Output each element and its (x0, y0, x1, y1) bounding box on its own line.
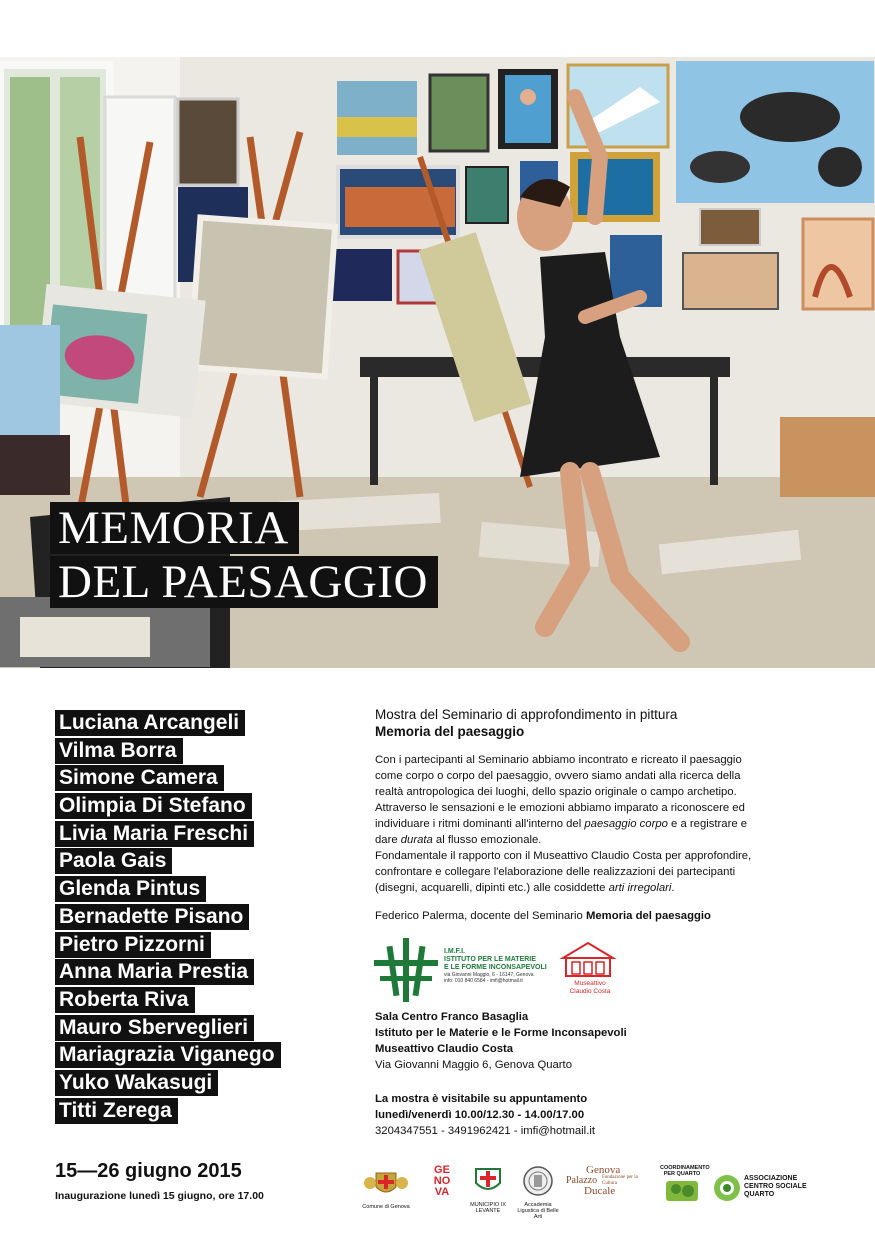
artist-name: Vilma Borra (55, 738, 183, 764)
coordinamento-text: PER QUARTO (663, 1171, 701, 1177)
visit-info (375, 1091, 595, 1139)
imfi-line: I.M.F.I. (444, 948, 465, 955)
imfi-logo-mark (372, 936, 442, 1004)
palazzo-text: Fondazione per la Cultura (602, 1175, 638, 1186)
signature-text: Federico Palerma, docente del Seminario (375, 910, 586, 922)
municipio-label: MUNICIPIO IX LEVANTE (470, 1202, 506, 1214)
artist-name: Olimpia Di Stefano (55, 793, 252, 819)
paragraph-2 (375, 802, 747, 846)
artist-name: Bernadette Pisano (55, 904, 249, 930)
contact-info: 3204347551 - 3491962421 - imfi@hotmail.it (375, 1125, 595, 1137)
circle-logo-icon (712, 1173, 742, 1203)
paragraph-2-emphasis: paesaggio corpo (584, 818, 668, 830)
accademia-label: Accademia Ligustica di Belle Arti (517, 1202, 559, 1220)
artist-name: Simone Camera (55, 765, 224, 791)
imfi-line: via Giovanni Maggio, 6 - 16147, Genova (444, 972, 534, 978)
artist-name: Livia Maria Freschi (55, 821, 254, 847)
imfi-line: E LE FORME INCONSAPEVOLI (444, 964, 547, 971)
palazzo-text: Ducale (584, 1185, 616, 1197)
paragraph-2-text: Attraverso le sensazioni e le emozioni abbiamo imparato a riconoscere ed individuare i ritmi dominanti all'interno del (375, 802, 745, 830)
palazzo-text: Genova (586, 1164, 621, 1176)
paragraph-3-emphasis: arti irregolari (608, 882, 672, 894)
associazione-line: CENTRO SOCIALE (744, 1183, 807, 1190)
opening-hours: lunedì/venerdì 10.00/12.30 - 14.00/17.00 (375, 1109, 585, 1121)
imfi-logo-text (444, 948, 564, 984)
imfi-line: info: 010 840 6584 - imfi@hotmail.it (444, 978, 523, 984)
paragraph-3-text: Fondamentale il rapporto con il Museattivo Claudio Costa per approfondire, confrontare e collegare l'elaborazione delle realizzazioni dei partecipanti (disegni, acquarelli, dipinti etc.) alle cosiddette (375, 850, 752, 894)
venue-line: Museattivo Claudio Costa (375, 1043, 514, 1055)
signature (375, 908, 755, 924)
museattivo-logo-text (562, 980, 618, 995)
crest-icon (360, 1165, 412, 1199)
genova-text: GE (434, 1164, 450, 1176)
accademia-logo (516, 1165, 560, 1220)
exhibition-dates: 15—26 giugno 2015 (55, 1160, 242, 1182)
museattivo-line: Museattivo (574, 980, 606, 987)
artist-name: Mariagrazia Viganego (55, 1042, 281, 1068)
palazzo-ducale-logo (566, 1164, 642, 1197)
tree-icon (660, 1177, 704, 1203)
associazione-line: ASSOCIAZIONE (744, 1175, 798, 1182)
artist-name: Paola Gais (55, 848, 172, 874)
genova-text: VA (434, 1186, 450, 1198)
seminar-heading-line-1: Mostra del Seminario di approfondimento in pittura (375, 707, 678, 722)
exhibition-title-line-1: MEMORIA (50, 502, 299, 554)
seminar-body (375, 752, 755, 896)
coordinamento-text: COORDINAMENTO (660, 1165, 710, 1171)
visit-line: La mostra è visitabile su appuntamento (375, 1093, 588, 1105)
genova-logo (420, 1165, 464, 1198)
artist-name: Anna Maria Prestia (55, 959, 254, 985)
artist-name: Glenda Pintus (55, 876, 206, 902)
coordinamento-logo (660, 1165, 710, 1208)
sponsor-logos (360, 1164, 860, 1220)
artist-name: Yuko Wakasugi (55, 1070, 218, 1096)
venue-info (375, 1009, 627, 1073)
artist-name: Roberta Riva (55, 987, 195, 1013)
organizer-logos (372, 936, 652, 1006)
seminar-description (375, 706, 755, 924)
seal-icon (516, 1165, 560, 1197)
palazzo-text: Palazzo (566, 1175, 598, 1186)
paragraph-3-text: . (671, 882, 675, 894)
artist-name: Titti Zerega (55, 1098, 178, 1124)
artist-name: Luciana Arcangeli (55, 710, 245, 736)
venue-line: Sala Centro Franco Basaglia (375, 1011, 529, 1023)
exhibition-title-line-2: DEL PAESAGGIO (50, 556, 438, 608)
paragraph-3 (375, 850, 751, 894)
municipio-logo (470, 1165, 506, 1214)
comune-label: Comune di Genova (362, 1204, 410, 1210)
associazione-line: QUARTO (744, 1191, 775, 1198)
venue-line: Istituto per le Materie e le Forme Inconsapevoli (375, 1027, 627, 1039)
paragraph-1: Con i partecipanti al Seminario abbiamo incontrato e ricreato il paesaggio come corpo o corpo del paesaggio, ovvero siamo andati alla ricerca della realtà antropologica dei luoghi, dello spazio originale o campo archetipo. (375, 754, 742, 798)
genova-text: NO (433, 1175, 451, 1187)
associazione-text (744, 1175, 807, 1199)
comune-genova-logo (360, 1165, 412, 1210)
seminar-heading (375, 706, 755, 740)
artist-name: Pietro Pizzorni (55, 932, 211, 958)
inauguration-info: Inaugurazione lunedì 15 giugno, ore 17.00 (55, 1190, 264, 1202)
paragraph-2-text: al flusso emozionale. (432, 834, 542, 846)
paragraph-2-emphasis: durata (400, 834, 433, 846)
paragraph-2-text: e a registrare e dare (375, 818, 748, 846)
shield-icon (470, 1165, 506, 1197)
seminar-heading-line-2: Memoria del paesaggio (375, 724, 525, 739)
museattivo-logo-mark (558, 940, 618, 980)
artist-name: Mauro Sberveglieri (55, 1015, 254, 1041)
signature-bold: Memoria del paesaggio (585, 910, 711, 922)
artist-list (55, 710, 345, 1125)
imfi-line: ISTITUTO PER LE MATERIE (444, 956, 536, 963)
venue-address: Via Giovanni Maggio 6, Genova Quarto (375, 1059, 572, 1071)
museattivo-line: Claudio Costa (569, 987, 611, 995)
